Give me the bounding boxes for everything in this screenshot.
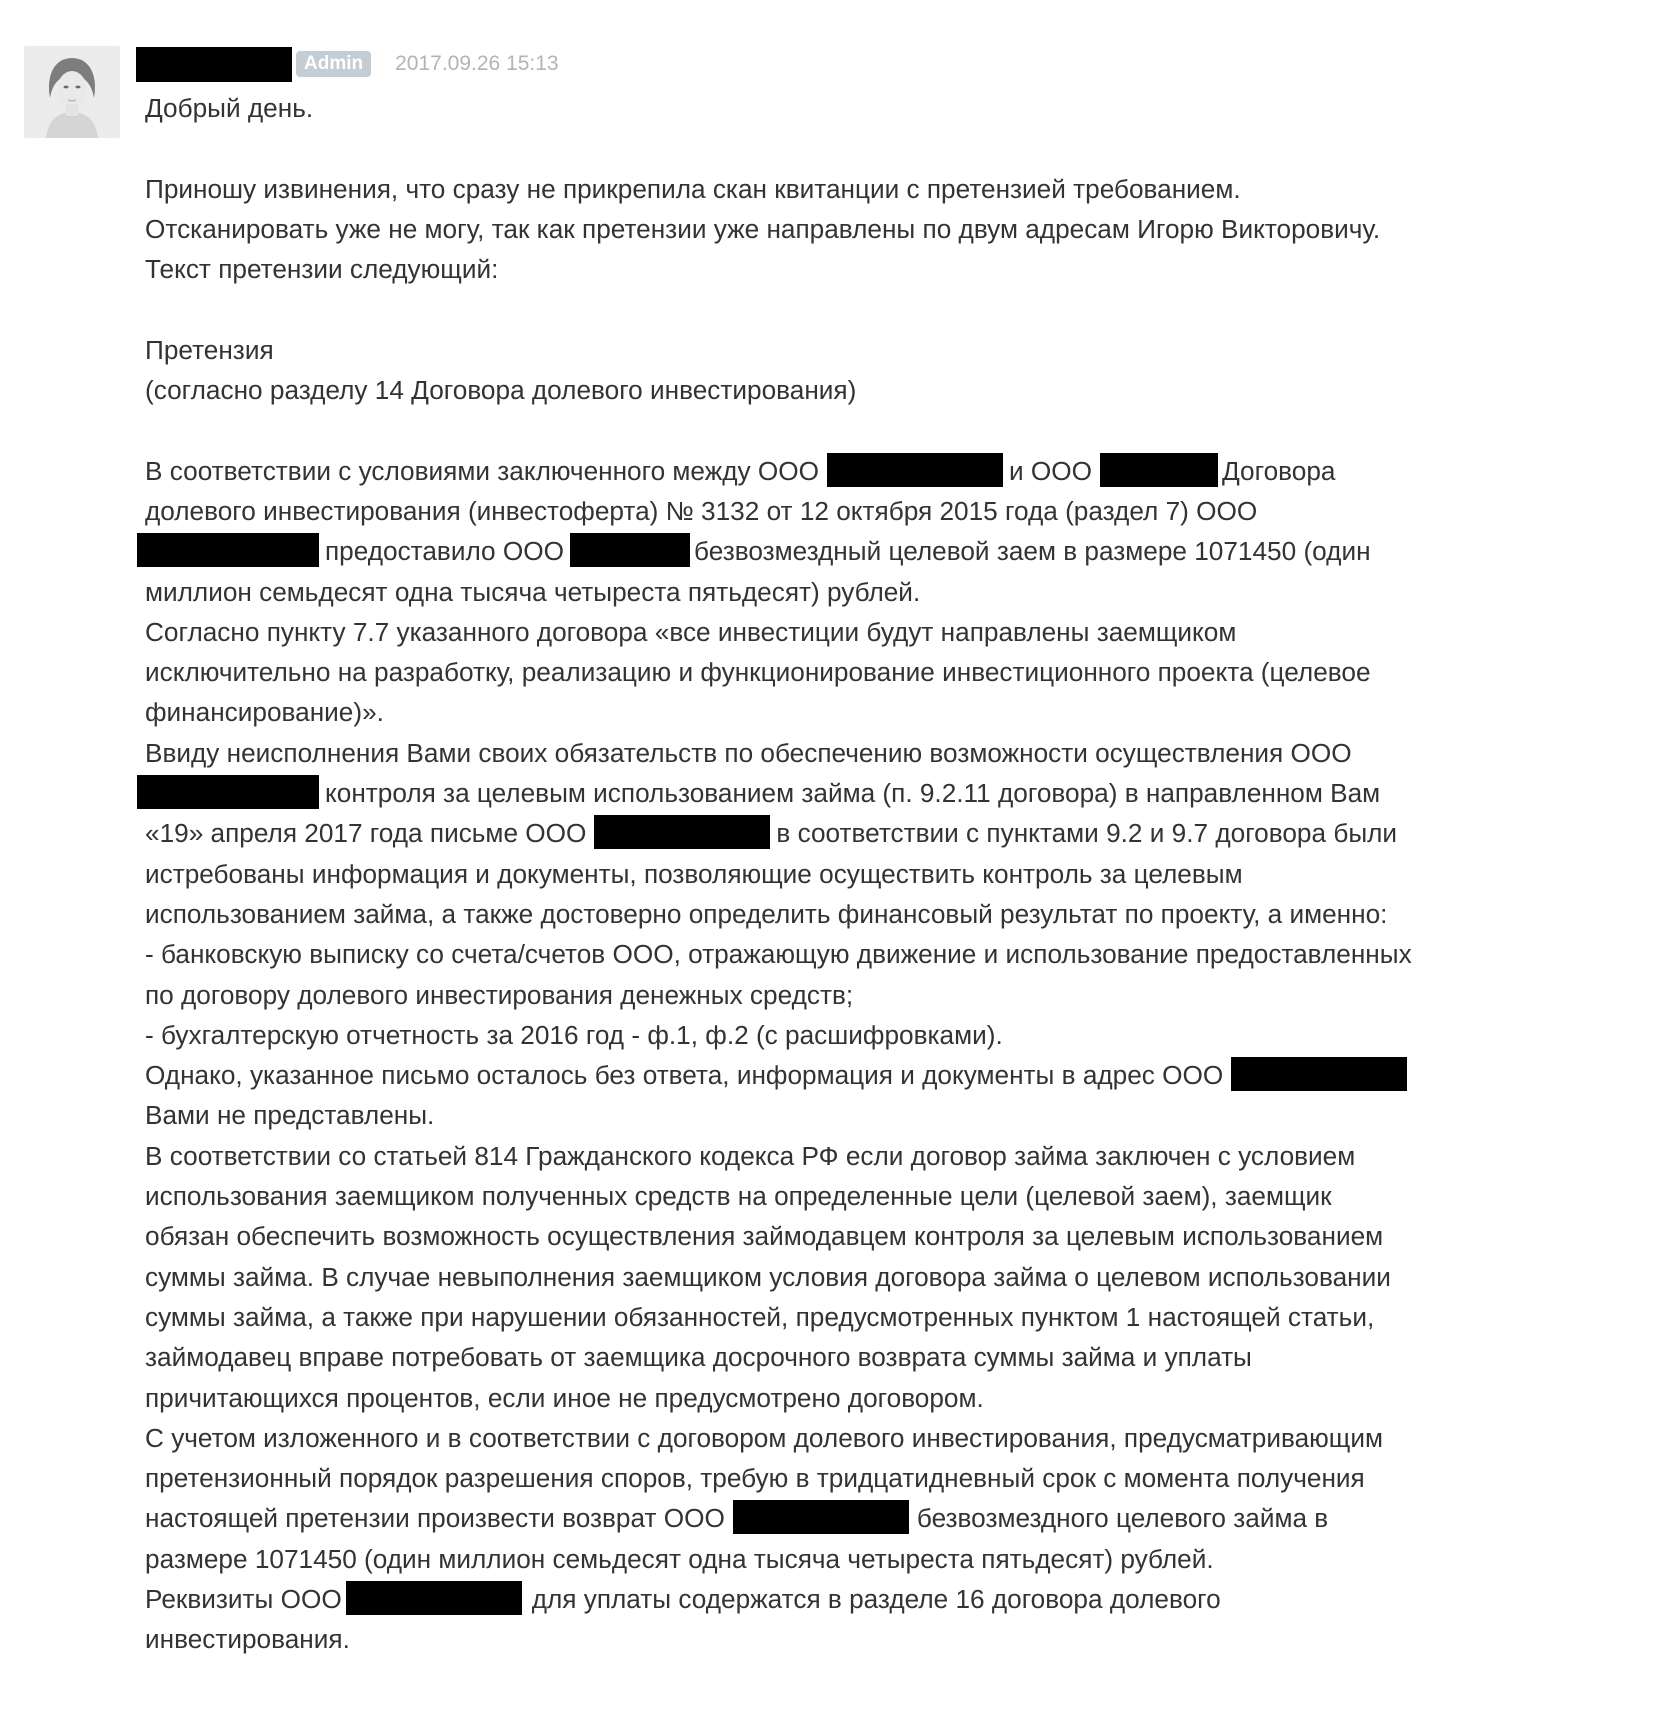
text-line <box>145 531 1525 571</box>
text-segment: «19» апреля 2017 года письме ООО <box>145 818 587 849</box>
redacted-company-name <box>137 533 319 567</box>
blank-line <box>145 128 1525 168</box>
text-line <box>145 813 1525 853</box>
text-line: обязан обеспечить возможность осуществления займодавцем контроля за целевым использованием <box>145 1221 1384 1252</box>
redacted-company-name <box>346 1581 522 1615</box>
text-segment: в соответствии с пунктами 9.2 и 9.7 договора были <box>776 818 1398 849</box>
comment-timestamp: 2017.09.26 15:13 <box>395 52 559 75</box>
text-line: Согласно пункту 7.7 указанного договора «все инвестиции будут направлены заемщиком <box>145 616 1237 647</box>
text-line: использованием займа, а также достоверно определить финансовый результат по проекту, а именно: <box>145 898 1388 929</box>
text-line: С учетом изложенного и в соответствии с договором долевого инвестирования, предусматривающим <box>145 1422 1383 1453</box>
redacted-company-name <box>1231 1057 1407 1091</box>
text-line: долевого инвестирования (инвестоферта) № 3132 от 12 октября 2015 года (раздел 7) ООО <box>145 495 1258 526</box>
text-line: займодавец вправе потребовать от заемщика досрочного возврата суммы займа и уплаты <box>145 1342 1252 1373</box>
text-line: по договору долевого инвестирования денежных средств; <box>145 979 854 1010</box>
text-line: Вами не представлены. <box>145 1100 435 1131</box>
redacted-company-name <box>733 1500 909 1534</box>
text-line: суммы займа. В случае невыполнения заемщиком условия договора займа о целевом использовании <box>145 1261 1391 1292</box>
text-line: использования заемщиком полученных средств на определенные цели (целевой заем), заемщик <box>145 1181 1332 1212</box>
text-segment: контроля за целевым использованием займа (п. 9.2.11 договора) в направленном Вам <box>325 778 1381 809</box>
redacted-company-name <box>594 815 770 849</box>
comment-body <box>145 88 1525 1660</box>
avatar[interactable] <box>24 46 120 138</box>
text-line: исключительно на разработку, реализацию и функционирование инвестиционного проекта (целевое <box>145 657 1371 688</box>
text-line: Отсканировать уже не могу, так как претензии уже направлены по двум адресам Игорю Викторовичу. <box>145 213 1381 244</box>
text-line <box>145 773 1525 813</box>
text-line: - банковскую выписку со счета/счетов ООО, отражающую движение и использование предоставленных <box>145 939 1412 970</box>
text-line: Ввиду неисполнения Вами своих обязательств по обеспечению возможности осуществления ООО <box>145 737 1352 768</box>
text-line <box>145 451 1525 491</box>
redacted-company-name <box>570 533 690 567</box>
text-line: Приношу извинения, что сразу не прикрепила скан квитанции с претензией требованием. <box>145 173 1241 204</box>
text-line: миллион семьдесят одна тысяча четыреста пятьдесят) рублей. <box>145 576 921 607</box>
text-segment: В соответствии с условиями заключенного между ООО <box>145 455 819 486</box>
text-segment: Однако, указанное письмо осталось без ответа, информация и документы в адрес ООО <box>145 1060 1224 1091</box>
text-segment: настоящей претензии произвести возврат ООО <box>145 1503 725 1534</box>
text-segment: для уплаты содержатся в разделе 16 договора долевого <box>531 1583 1221 1614</box>
text-line: Добрый день. <box>145 93 314 123</box>
text-line: претензионный порядок разрешения споров, требую в тридцатидневный срок с момента получения <box>145 1463 1365 1494</box>
text-line <box>145 1055 1525 1095</box>
redacted-company-name <box>137 775 319 809</box>
text-line: причитающихся процентов, если иное не предусмотрено договором. <box>145 1382 984 1413</box>
redacted-company-name <box>1100 453 1218 487</box>
text-segment: безвозмездного целевого займа в <box>916 1503 1329 1534</box>
blank-line <box>145 410 1525 450</box>
text-segment: и ООО <box>1008 455 1092 486</box>
text-line: финансирование)». <box>145 697 384 728</box>
claim-subtitle: (согласно разделу 14 Договора долевого инвестирования) <box>145 375 857 406</box>
text-line: размере 1071450 (один миллион семьдесят одна тысяча четыреста пятьдесят) рублей. <box>145 1543 1214 1574</box>
admin-badge: Admin <box>296 51 371 77</box>
user-photo-icon <box>24 46 120 138</box>
text-line <box>145 1579 1525 1619</box>
text-line: В соответствии со статьей 814 Гражданского кодекса РФ если договор займа заключен с условием <box>145 1140 1356 1171</box>
text-segment: безвозмездный целевой заем в размере 1071450 (один <box>694 536 1371 567</box>
author-name-redacted[interactable] <box>136 47 292 82</box>
blank-line <box>145 289 1525 329</box>
comment-meta <box>136 46 559 82</box>
claim-title: Претензия <box>145 334 274 365</box>
text-line: инвестирования. <box>145 1624 350 1655</box>
redacted-company-name <box>827 453 1003 487</box>
text-line: Текст претензии следующий: <box>145 254 499 285</box>
text-line: - бухгалтерскую отчетность за 2016 год - ф.1, ф.2 (с расшифровками). <box>145 1019 1003 1050</box>
text-segment: Реквизиты ООО <box>145 1583 342 1614</box>
text-line: истребованы информация и документы, позволяющие осуществить контроль за целевым <box>145 858 1243 889</box>
text-line: суммы займа, а также при нарушении обязанностей, предусмотренных пунктом 1 настоящей статьи, <box>145 1301 1375 1332</box>
text-segment: Договора <box>1222 455 1336 486</box>
text-segment: предоставило ООО <box>325 536 564 567</box>
text-line <box>145 1498 1525 1538</box>
